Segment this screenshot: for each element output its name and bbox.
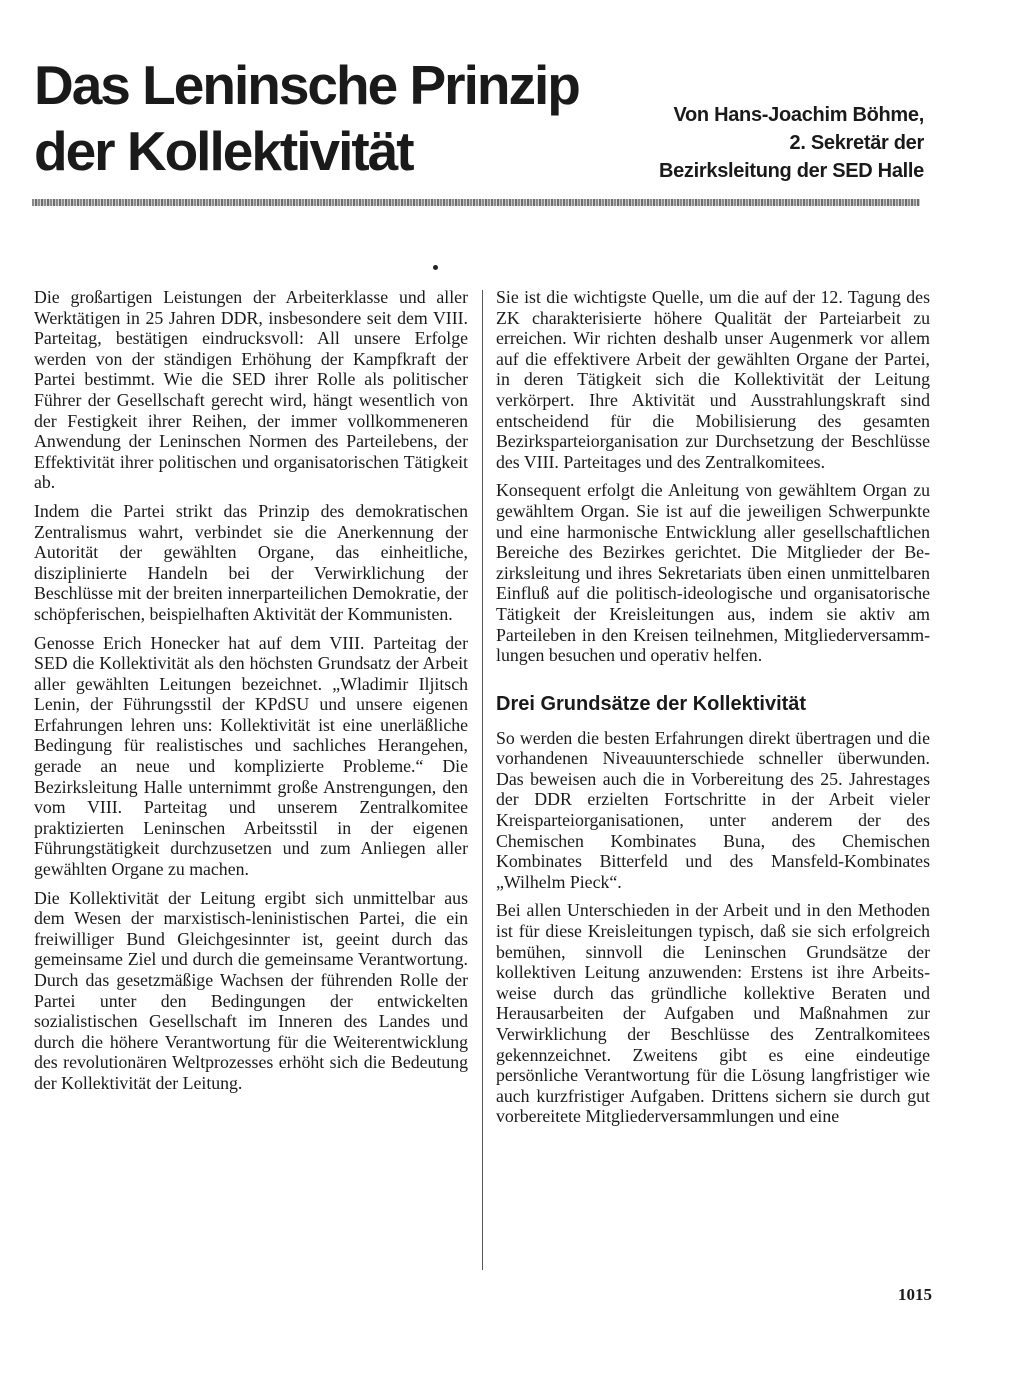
author-line-1: Von Hans-Joachim Böhme, — [673, 104, 924, 126]
page-number: 1015 — [898, 1285, 932, 1304]
author-line-2: 2. Sekretär der — [789, 132, 924, 154]
title-line-1: Das Leninsche Prinzip — [34, 54, 579, 116]
paragraph: Die großartigen Leistungen der Arbeiterklasse und aller Werktätigen in 25 Jahren DDR, insbesondere seit dem VIII. Parteitag, bestätigen eindrucksvoll: All unsere Erfolge werden von der ständigen Erhöhung der Kampfkraft der Partei bestimmt. Wie die SED ihrer Rolle als politischer Führer der Gesellschaft gerecht wird, hängt wesentlich von der Festigkeit ihrer Reihen, der immer vollkommeneren Anwendung der Leninschen Normen des Parteilebens, der Effektivität ihrer politischen und organisatorischen Tätigkeit ab. — [34, 287, 468, 493]
paragraph: Bei allen Unterschieden in der Arbeit und in den Methoden ist für diese Kreisleitungen typisch, daß sie sich erfolgreich bemühen, sinnvoll die Leninschen Grundsätze der kollektiven Leitung anzuwenden: Erstens ist ihre Arbeitsweise durch das gründliche kollektive Beraten und Herausarbeiten der Aufgaben und Maßnahmen zur Verwirklichung der Beschlüsse des Zentralkomitees gekennzeichnet. Zweitens gibt es eine eindeutige persönliche Verantwortung für die Lösung langfristiger wie auch kurzfristiger Aufgaben. Drittens sichern sie durch gut vorbereitete Mitgliederversammlungen und eine — [496, 900, 930, 1127]
decorative-dot — [433, 265, 438, 270]
title-divider-rule — [32, 199, 920, 206]
author-line-3: Bezirksleitung der SED Halle — [658, 160, 924, 182]
paragraph: So werden die besten Erfahrungen direkt übertragen und die vorhandenen Niveauunterschiede schneller überwunden. Das beweisen auch die in Vorbereitung des 25. Jahrestages der DDR erzielten Fortschritte in der Arbeit vieler Kreisparteiorganisationen, unter anderem der des Chemischen Kombinates Buna, des Chemischen Kombinates Bitterfeld und des Mansfeld-Kombinates „Wilhelm Pieck“. — [496, 727, 930, 892]
paragraph: Genosse Erich Honecker hat auf dem VIII. Parteitag der SED die Kollektivität als den höchsten Grundsatz der Arbeit aller gewählten Leitungen bezeichnet. „Wladimir Iljitsch Lenin, der Führungsstil der KPdSU und unsere eigenen Erfahrungen lehren uns: Kollektivität ist eine unerläßliche Bedingung für realistisches und sachliches Herangehen, gerade an neue und komplizierte Probleme.“ Die Bezirksleitung Halle unternimmt große Anstrengungen, den vom VIII. Parteitag und unserem Zentralkomitee praktizierten Leninschen Arbeitsstil in der eigenen Führungstätigkeit durchzusetzen und zum Anliegen aller gewählten Organe zu machen. — [34, 632, 468, 880]
section-heading: Drei Grundsätze der Kollektivität — [496, 692, 807, 715]
paragraph: Konsequent erfolgt die Anleitung von gewähltem Organ zu gewähltem Organ. Sie ist auf die jeweiligen Schwerpunkte und eine harmonische Entwicklung aller gesellschaftlichen Bereiche des Bezirkes gerichtet. Die Mitglieder der Bezirksleitung und ihres Sekretariats üben einen unmittelbaren Einfluß auf die politisch-ideologische und organisatorische Tätigkeit der Kreisleitungen aus, indem sie aktiv am Parteileben in den Kreisen teilnehmen, Mitgliederversammlungen besuchen und operativ helfen. — [496, 480, 930, 666]
column-divider — [482, 290, 483, 1270]
article-title — [34, 52, 644, 184]
paragraph: Sie ist die wichtigste Quelle, um die auf der 12. Tagung des ZK charakterisierte höhere Qualität der Parteiarbeit zu erreichen. Wir richten deshalb unser Augenmerk vor allem auf die effektivere Arbeit der gewählten Organe der Partei, in deren Tätigkeit sich die Kollektivität der Leitung verkörpert. Ihre Aktivität und Ausstrahlungskraft sind entscheidend für die Mobilisierung des gesamten Bezirksparteiorganisation zur Durchsetzung der Beschlüsse des VIII. Parteitages und des Zentralkomitees. — [496, 287, 930, 472]
author-byline — [659, 101, 924, 185]
paragraph: Indem die Partei strikt das Prinzip des demokratischen Zentralismus wahrt, verbindet sie die Anerkennung der Autorität der gewählten Organe, das einheitliche, disziplinierte Handeln bei der Verwirklichung der Beschlüsse mit der breiten innerparteilichen Demokratie, der schöpferischen, beispielhaften Aktivität der Kommunisten. — [34, 500, 468, 624]
left-column — [34, 287, 468, 1102]
right-column — [496, 287, 930, 1135]
paragraph: Die Kollektivität der Leitung ergibt sich unmittelbar aus dem Wesen der marxistisch-leninistischen Partei, die ein freiwilliger Bund Gleichgesinnter ist, geeint durch das gemeinsame Ziel und durch die gemeinsame Verantwortung. Durch das gesetzmäßige Wachsen der führenden Rolle der Partei unter den Bedingungen der entwickelten sozialistischen Gesellschaft im Inneren des Landes und durch die höhere Verantwortung für die Weiterentwicklung des revolutionären Weltprozesses erhöht sich die Bedeutung der Kollektivität der Leitung. — [34, 887, 468, 1093]
title-line-2: der Kollektivität — [34, 120, 413, 182]
